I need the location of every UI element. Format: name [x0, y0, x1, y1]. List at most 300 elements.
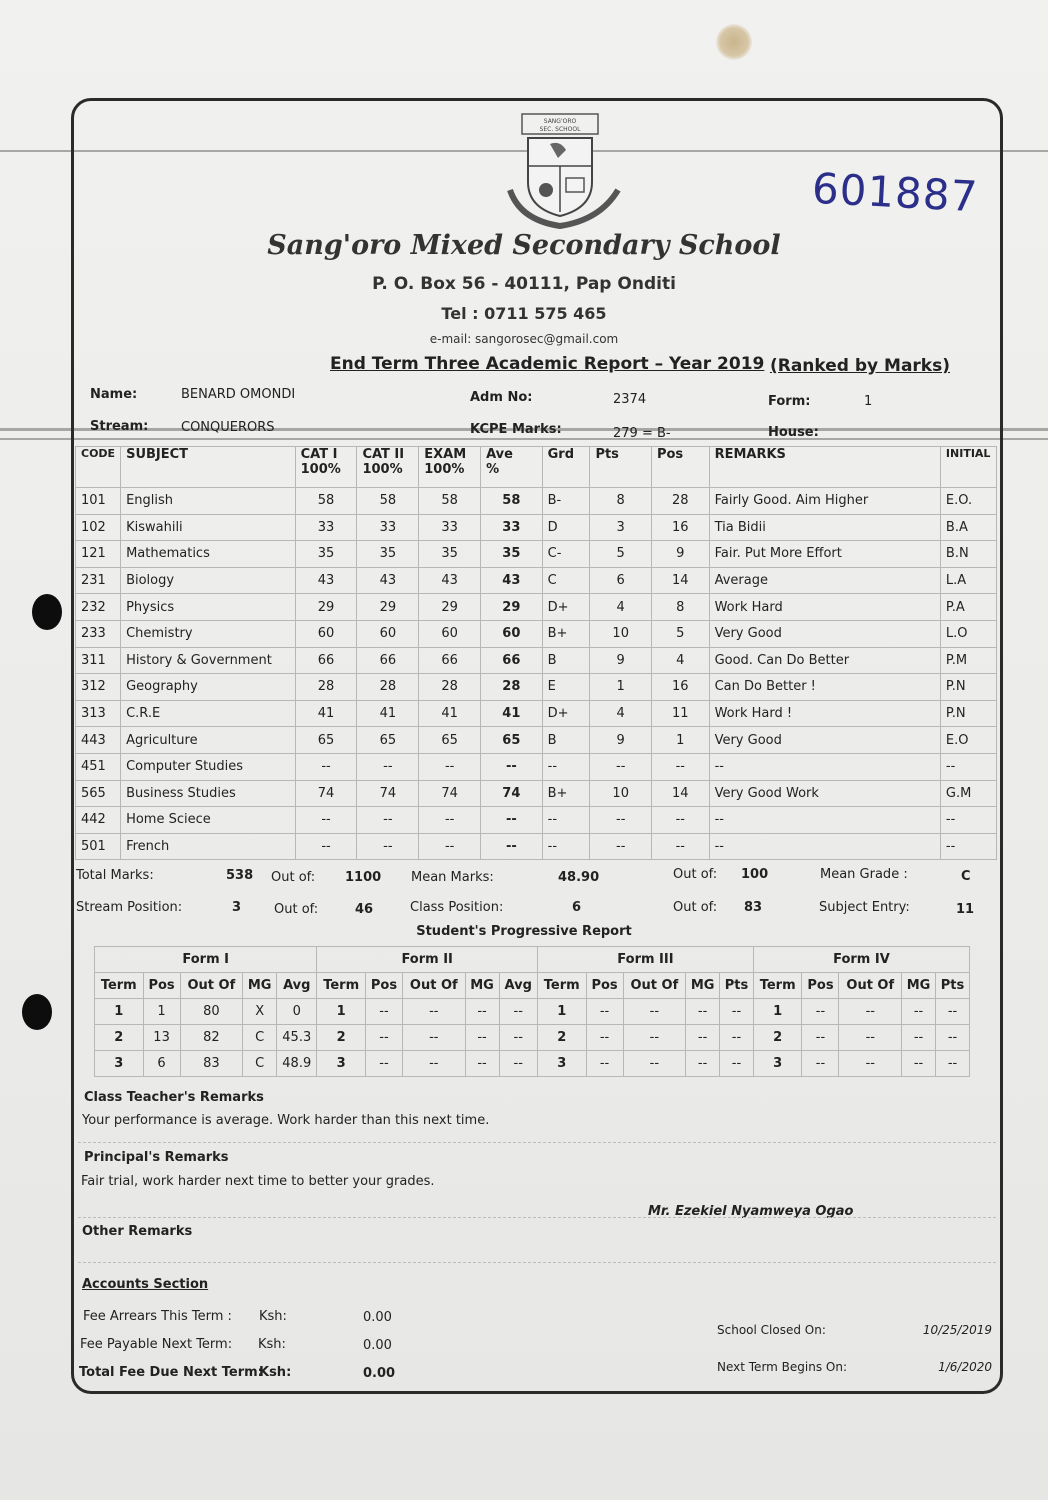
progress-cell: 1: [317, 999, 366, 1025]
progress-cell: --: [586, 999, 623, 1025]
grade-cell: B-: [542, 488, 590, 515]
student-name: BENARD OMONDI: [181, 387, 296, 402]
stream-position-label: Stream Position:: [76, 900, 183, 915]
grade-cell: Fairly Good. Aim Higher: [709, 488, 940, 515]
grades-header-cell: Grd: [542, 447, 590, 488]
grade-cell: C.R.E: [121, 700, 296, 727]
grade-cell: --: [295, 753, 357, 780]
mean-grade-label: Mean Grade :: [820, 867, 908, 882]
progress-subheader-cell: Pts: [720, 973, 754, 999]
grade-cell: 10: [590, 780, 652, 807]
adm-number: 2374: [613, 392, 647, 407]
grade-cell: L.O: [940, 620, 996, 647]
progress-table: [94, 946, 970, 1077]
grade-cell: --: [295, 833, 357, 860]
grade-cell: 41: [481, 700, 543, 727]
total-fee-label: Total Fee Due Next Term:: [79, 1365, 263, 1380]
fee-payable: 0.00: [363, 1338, 392, 1353]
progress-subheader-cell: Pos: [586, 973, 623, 999]
progress-cell: C: [243, 1051, 277, 1077]
subject-entry: 11: [956, 902, 975, 917]
grade-cell: 58: [419, 488, 481, 515]
grade-cell: --: [542, 753, 590, 780]
grade-cell: Fair. Put More Effort: [709, 541, 940, 568]
grade-cell: E.O: [940, 727, 996, 754]
accounts-title: Accounts Section: [82, 1277, 209, 1292]
grade-cell: Very Good Work: [709, 780, 940, 807]
grade-cell: P.N: [940, 674, 996, 701]
grade-cell: B.N: [940, 541, 996, 568]
grade-cell: 28: [419, 674, 481, 701]
progress-cell: 6: [143, 1051, 180, 1077]
grades-header-cell: CAT II 100%: [357, 447, 419, 488]
progress-subheader-cell: Out Of: [623, 973, 686, 999]
progress-cell: --: [839, 999, 902, 1025]
fee-arrears-currency: Ksh:: [259, 1309, 287, 1324]
table-row: [95, 1025, 970, 1051]
grade-cell: --: [651, 753, 709, 780]
grade-cell: 35: [481, 541, 543, 568]
grade-cell: 4: [651, 647, 709, 674]
adm-label: Adm No:: [470, 390, 533, 405]
grade-cell: 9: [651, 541, 709, 568]
table-row: [76, 674, 997, 701]
grade-cell: --: [590, 807, 652, 834]
school-crest-icon: [500, 112, 630, 230]
grade-cell: 29: [295, 594, 357, 621]
outof-mean-label: Out of:: [673, 867, 718, 882]
punch-hole-bottom: [22, 994, 52, 1030]
grade-cell: --: [590, 833, 652, 860]
grade-cell: 8: [651, 594, 709, 621]
progress-cell: --: [936, 1051, 970, 1077]
total-marks: 538: [226, 868, 254, 883]
school-closed-label: School Closed On:: [717, 1323, 826, 1337]
grade-cell: --: [940, 833, 996, 860]
grade-cell: --: [419, 807, 481, 834]
grade-cell: --: [357, 833, 419, 860]
grade-cell: 66: [295, 647, 357, 674]
grade-cell: 28: [295, 674, 357, 701]
grade-cell: 28: [357, 674, 419, 701]
grade-cell: 1: [651, 727, 709, 754]
table-row: [76, 807, 997, 834]
grade-cell: 231: [76, 567, 121, 594]
grade-cell: --: [481, 753, 543, 780]
progress-cell: 1: [753, 999, 802, 1025]
grade-cell: 35: [295, 541, 357, 568]
grades-header-cell: EXAM 100%: [419, 447, 481, 488]
grade-cell: 313: [76, 700, 121, 727]
progress-form-row: [95, 947, 970, 973]
progress-subheader-cell: Pos: [143, 973, 180, 999]
grade-cell: 43: [357, 567, 419, 594]
progress-cell: 45.3: [277, 1025, 317, 1051]
grade-cell: Chemistry: [121, 620, 296, 647]
class-teacher-remarks: Your performance is average. Work harder than this next time.: [82, 1113, 490, 1128]
grade-cell: --: [357, 753, 419, 780]
progress-subheader-cell: Pos: [802, 973, 839, 999]
next-term-date: 1/6/2020: [938, 1360, 992, 1374]
progress-cell: --: [499, 1051, 537, 1077]
progress-subheader-cell: Out Of: [402, 973, 465, 999]
progress-cell: --: [720, 1051, 754, 1077]
principal-remarks: Fair trial, work harder next time to better your grades.: [81, 1174, 435, 1189]
grade-cell: 442: [76, 807, 121, 834]
grade-cell: 58: [481, 488, 543, 515]
progress-cell: 48.9: [277, 1051, 317, 1077]
outof-stream: 46: [355, 902, 374, 917]
principal-name: Mr. Ezekiel Nyamweya Ogao: [648, 1204, 854, 1219]
progress-cell: 1: [95, 999, 144, 1025]
table-row: [76, 541, 997, 568]
grade-cell: 35: [419, 541, 481, 568]
grade-cell: C: [542, 567, 590, 594]
grade-cell: 6: [590, 567, 652, 594]
grade-cell: 8: [590, 488, 652, 515]
punch-hole-top: [32, 594, 62, 630]
grades-header-cell: INITIAL: [940, 447, 996, 488]
table-row: [76, 727, 997, 754]
grades-header-cell: REMARKS: [709, 447, 940, 488]
grade-cell: 74: [357, 780, 419, 807]
progress-cell: --: [499, 1025, 537, 1051]
progress-title: Student's Progressive Report: [416, 924, 632, 939]
grade-cell: Good. Can Do Better: [709, 647, 940, 674]
table-row: [76, 594, 997, 621]
progress-subheader-cell: Avg: [499, 973, 537, 999]
grade-cell: 41: [419, 700, 481, 727]
grade-cell: 3: [590, 514, 652, 541]
grade-cell: Biology: [121, 567, 296, 594]
progress-cell: 3: [95, 1051, 144, 1077]
ranked-label: (Ranked by Marks): [769, 356, 950, 376]
progress-cell: --: [623, 1051, 686, 1077]
grade-cell: 60: [357, 620, 419, 647]
grade-cell: Physics: [121, 594, 296, 621]
grades-header-cell: Pts: [590, 447, 652, 488]
progress-subheader-cell: Pos: [365, 973, 402, 999]
progress-cell: X: [243, 999, 277, 1025]
progress-cell: C: [243, 1025, 277, 1051]
school-address: P. O. Box 56 - 40111, Pap Onditi: [372, 274, 676, 294]
outof-stream-label: Out of:: [274, 902, 319, 917]
fee-payable-label: Fee Payable Next Term:: [80, 1337, 233, 1352]
progress-cell: --: [936, 1025, 970, 1051]
grades-header-cell: Pos: [651, 447, 709, 488]
progress-cell: --: [586, 1051, 623, 1077]
table-row: [95, 1051, 970, 1077]
progress-cell: 83: [180, 1051, 243, 1077]
progress-cell: --: [623, 999, 686, 1025]
progress-subheader-cell: Out Of: [839, 973, 902, 999]
grade-cell: 312: [76, 674, 121, 701]
outof-total: 1100: [345, 870, 382, 885]
divider: [78, 1142, 996, 1143]
progress-cell: 2: [753, 1025, 802, 1051]
grade-cell: Average: [709, 567, 940, 594]
grade-cell: 43: [419, 567, 481, 594]
grade-cell: 443: [76, 727, 121, 754]
progress-cell: --: [365, 1025, 402, 1051]
grade-cell: 14: [651, 567, 709, 594]
grade-cell: --: [940, 753, 996, 780]
progress-cell: --: [465, 1025, 499, 1051]
grade-cell: --: [481, 807, 543, 834]
progress-cell: --: [802, 999, 839, 1025]
principal-remarks-label: Principal's Remarks: [84, 1150, 229, 1165]
grade-cell: 43: [481, 567, 543, 594]
grade-cell: 33: [357, 514, 419, 541]
kcpe-label: KCPE Marks:: [470, 422, 562, 437]
grade-cell: History & Government: [121, 647, 296, 674]
progress-cell: --: [902, 1025, 936, 1051]
report-title: End Term Three Academic Report – Year 2019: [330, 354, 765, 374]
grade-cell: 4: [590, 700, 652, 727]
school-email: e-mail: sangorosec@gmail.com: [429, 332, 619, 346]
table-row: [76, 753, 997, 780]
grade-cell: B.A: [940, 514, 996, 541]
grade-cell: 101: [76, 488, 121, 515]
progress-cell: 2: [537, 1025, 586, 1051]
progress-cell: 2: [317, 1025, 366, 1051]
grade-cell: E.O.: [940, 488, 996, 515]
progress-cell: --: [586, 1025, 623, 1051]
form-value: 1: [864, 394, 873, 409]
svg-text:SEC. SCHOOL: SEC. SCHOOL: [539, 126, 581, 133]
grades-header-cell: SUBJECT: [121, 447, 296, 488]
stream-label: Stream:: [90, 419, 149, 434]
grade-cell: 10: [590, 620, 652, 647]
progress-cell: 2: [95, 1025, 144, 1051]
progress-subheader-cell: MG: [243, 973, 277, 999]
grade-cell: Computer Studies: [121, 753, 296, 780]
other-remarks-label: Other Remarks: [82, 1224, 193, 1239]
grade-cell: --: [709, 807, 940, 834]
progress-cell: --: [686, 1025, 720, 1051]
grade-cell: Kiswahili: [121, 514, 296, 541]
class-teacher-remarks-label: Class Teacher's Remarks: [84, 1090, 264, 1105]
grade-cell: --: [542, 807, 590, 834]
grade-cell: 58: [295, 488, 357, 515]
mean-grade: C: [961, 869, 971, 884]
grade-cell: --: [419, 753, 481, 780]
grade-cell: B+: [542, 620, 590, 647]
table-row: [76, 514, 997, 541]
school-closed-date: 10/25/2019: [922, 1323, 992, 1337]
progress-cell: --: [902, 1051, 936, 1077]
mean-marks: 48.90: [558, 870, 600, 885]
progress-form-header: Form III: [537, 947, 753, 973]
progress-subheader-cell: Out Of: [180, 973, 243, 999]
table-row: [76, 833, 997, 860]
grade-cell: 11: [651, 700, 709, 727]
progress-form-header: Form IV: [753, 947, 969, 973]
grade-cell: 33: [419, 514, 481, 541]
fee-arrears-label: Fee Arrears This Term :: [83, 1309, 232, 1324]
progress-subheader-cell: MG: [465, 973, 499, 999]
table-row: [76, 700, 997, 727]
grade-cell: 121: [76, 541, 121, 568]
outof-class: 83: [744, 900, 763, 915]
handwritten-number: 601887: [810, 163, 980, 222]
grade-cell: C-: [542, 541, 590, 568]
grade-cell: 14: [651, 780, 709, 807]
table-row: [76, 488, 997, 515]
progress-cell: --: [839, 1025, 902, 1051]
progress-subheader-cell: Term: [95, 973, 144, 999]
grade-cell: G.M: [940, 780, 996, 807]
grade-cell: Can Do Better !: [709, 674, 940, 701]
progress-cell: 3: [753, 1051, 802, 1077]
grade-cell: Work Hard: [709, 594, 940, 621]
grade-cell: 65: [419, 727, 481, 754]
grade-cell: P.A: [940, 594, 996, 621]
progress-cell: --: [936, 999, 970, 1025]
progress-cell: 3: [537, 1051, 586, 1077]
grade-cell: Geography: [121, 674, 296, 701]
progress-cell: 1: [143, 999, 180, 1025]
progress-subheader-row: [95, 973, 970, 999]
progress-cell: --: [802, 1025, 839, 1051]
progress-cell: --: [365, 1051, 402, 1077]
grade-cell: Tia Bidii: [709, 514, 940, 541]
grade-cell: Agriculture: [121, 727, 296, 754]
progress-subheader-cell: Term: [753, 973, 802, 999]
grade-cell: 58: [357, 488, 419, 515]
grade-cell: B: [542, 647, 590, 674]
progress-cell: --: [839, 1051, 902, 1077]
table-row: [95, 999, 970, 1025]
grade-cell: 232: [76, 594, 121, 621]
grade-cell: 66: [481, 647, 543, 674]
progress-cell: 0: [277, 999, 317, 1025]
grade-cell: 28: [481, 674, 543, 701]
grade-cell: 35: [357, 541, 419, 568]
total-marks-label: Total Marks:: [76, 868, 154, 883]
fee-payable-currency: Ksh:: [258, 1337, 286, 1352]
grade-cell: L.A: [940, 567, 996, 594]
svg-text:SANG'ORO: SANG'ORO: [543, 118, 577, 125]
grade-cell: --: [295, 807, 357, 834]
total-fee: 0.00: [363, 1366, 396, 1381]
class-position-label: Class Position:: [410, 900, 504, 915]
grades-header-cell: CODE: [76, 447, 121, 488]
grade-cell: 102: [76, 514, 121, 541]
grade-cell: 65: [295, 727, 357, 754]
grade-cell: 74: [419, 780, 481, 807]
kcpe-value: 279 = B-: [613, 426, 671, 441]
grade-cell: 60: [419, 620, 481, 647]
grade-cell: --: [940, 807, 996, 834]
grade-cell: 65: [481, 727, 543, 754]
progress-cell: --: [720, 1025, 754, 1051]
house-label: House:: [768, 425, 819, 440]
grades-header-cell: Ave %: [481, 447, 543, 488]
progress-cell: 3: [317, 1051, 366, 1077]
progress-cell: --: [365, 999, 402, 1025]
grade-cell: 65: [357, 727, 419, 754]
outof-total-label: Out of:: [271, 870, 316, 885]
grade-cell: --: [651, 807, 709, 834]
grade-cell: 74: [481, 780, 543, 807]
grade-cell: 16: [651, 514, 709, 541]
progress-subheader-cell: Avg: [277, 973, 317, 999]
grade-cell: 16: [651, 674, 709, 701]
progress-cell: --: [402, 1051, 465, 1077]
school-name: Sang'oro Mixed Secondary School: [267, 230, 781, 261]
progress-form-header: Form II: [317, 947, 538, 973]
grade-cell: Very Good: [709, 727, 940, 754]
grade-cell: --: [651, 833, 709, 860]
grades-header-row: [76, 447, 997, 488]
grade-cell: 233: [76, 620, 121, 647]
stream-position: 3: [232, 900, 242, 915]
progress-subheader-cell: MG: [686, 973, 720, 999]
grade-cell: 29: [357, 594, 419, 621]
progress-cell: --: [499, 999, 537, 1025]
divider: [78, 1262, 996, 1263]
grade-cell: D+: [542, 594, 590, 621]
school-tel: Tel : 0711 575 465: [441, 304, 607, 323]
grade-cell: Business Studies: [121, 780, 296, 807]
divider: [78, 1217, 996, 1218]
progress-cell: --: [686, 999, 720, 1025]
grade-cell: 29: [481, 594, 543, 621]
grade-cell: --: [481, 833, 543, 860]
grade-cell: French: [121, 833, 296, 860]
next-term-label: Next Term Begins On:: [717, 1360, 848, 1374]
grade-cell: 5: [651, 620, 709, 647]
grade-cell: 66: [419, 647, 481, 674]
grade-cell: 29: [419, 594, 481, 621]
grade-cell: 311: [76, 647, 121, 674]
progress-cell: --: [720, 999, 754, 1025]
grade-cell: English: [121, 488, 296, 515]
grade-cell: Work Hard !: [709, 700, 940, 727]
grade-cell: P.M: [940, 647, 996, 674]
grade-cell: 41: [357, 700, 419, 727]
grade-cell: Home Sciece: [121, 807, 296, 834]
grade-cell: 41: [295, 700, 357, 727]
grade-cell: 60: [481, 620, 543, 647]
total-fee-currency: Ksh:: [259, 1365, 292, 1380]
stream-value: CONQUERORS: [181, 420, 275, 435]
progress-subheader-cell: MG: [902, 973, 936, 999]
grades-table: [75, 446, 997, 860]
grade-cell: 9: [590, 727, 652, 754]
grade-cell: Mathematics: [121, 541, 296, 568]
grade-cell: 1: [590, 674, 652, 701]
grade-cell: --: [709, 833, 940, 860]
progress-subheader-cell: Term: [537, 973, 586, 999]
progress-cell: --: [402, 1025, 465, 1051]
grade-cell: 33: [295, 514, 357, 541]
grade-cell: --: [357, 807, 419, 834]
grade-cell: D: [542, 514, 590, 541]
grade-cell: 28: [651, 488, 709, 515]
grade-cell: B+: [542, 780, 590, 807]
progress-cell: 82: [180, 1025, 243, 1051]
grade-cell: --: [542, 833, 590, 860]
subject-entry-label: Subject Entry:: [819, 900, 910, 915]
grade-cell: 5: [590, 541, 652, 568]
grade-cell: 66: [357, 647, 419, 674]
grade-cell: 43: [295, 567, 357, 594]
progress-form-header: Form I: [95, 947, 317, 973]
table-row: [76, 620, 997, 647]
table-row: [76, 780, 997, 807]
